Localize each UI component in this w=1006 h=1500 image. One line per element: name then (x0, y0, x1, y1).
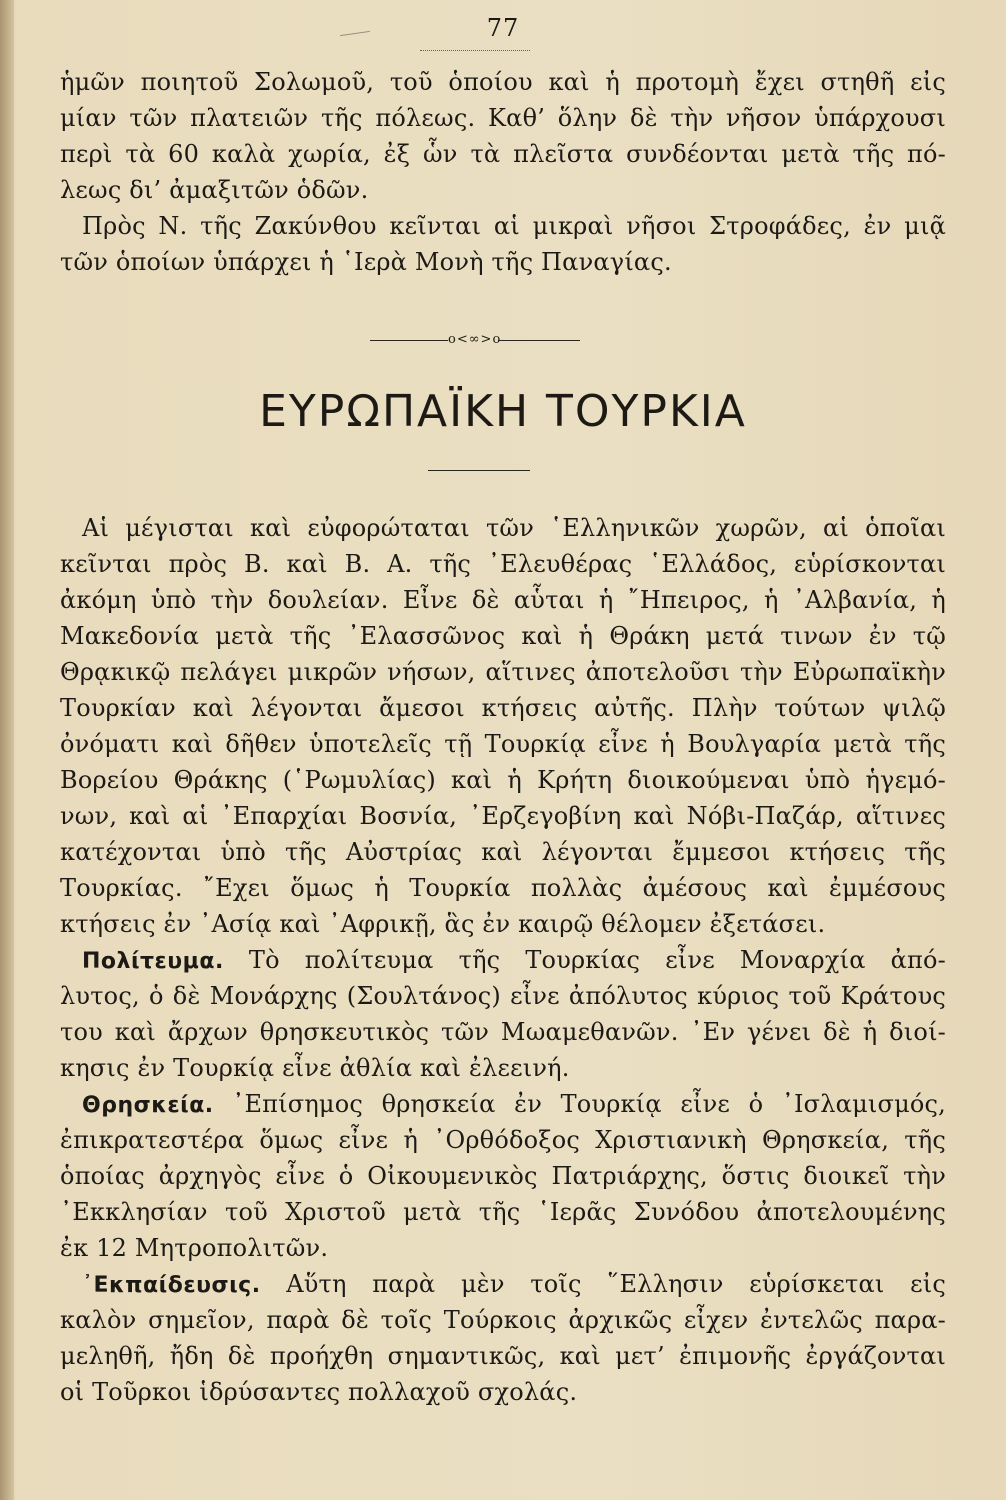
text-line: καλὸν σημεῖον, παρὰ δὲ τοῖς Τούρκοις ἀρχικῶς εἶχεν ἐντελῶς παρα- (60, 1306, 946, 1334)
text-line: του καὶ ἄρχων θρησκευτικὸς τῶν Μωαμεθανῶν. ᾿Εν γένει δὲ ἡ διοί- (60, 1018, 946, 1046)
politeuma-text: Τὸ πολίτευμα τῆς Τουρκίας εἶνε Μοναρχία ἀπό- (248, 946, 946, 974)
book-binding-edge (0, 0, 14, 1500)
text-line: τῶν ὁποίων ὑπάρχει ἡ ῾Ιερὰ Μονὴ τῆς Παναγίας. (60, 248, 672, 276)
text-line: Βορείου Θράκης (῾Ρωμυλίας) καὶ ἡ Κρήτη διοικούμεναι ὑπὸ ἡγεμό- (60, 766, 946, 794)
text-line: Τουρκίας. ῎Εχει ὅμως ἡ Τουρκία πολλὰς ἀμέσους καὶ ἐμμέσους (60, 874, 946, 902)
ornament-line-left (370, 340, 448, 341)
text-line: Αἱ μέγισται καὶ εὐφορώταται τῶν ῾Ελληνικῶν χωρῶν, αἱ ὁποῖαι (82, 514, 946, 542)
chapter-body (60, 510, 946, 1410)
text-line: ἡμῶν ποιητοῦ Σολωμοῦ, τοῦ ὁποίου καὶ ἡ προτομὴ ἔχει στηθῆ εἰς (60, 68, 946, 96)
text-line: λεως δι’ ἀμαξιτῶν ὁδῶν. (60, 176, 369, 204)
text-line: ᾿Εκκλησίαν τοῦ Χριστοῦ μετὰ τῆς ῾Ιερᾶς Συνόδου ἀποτελουμένης (60, 1198, 946, 1226)
text-line: κεῖνται πρὸς Β. καὶ Β. Α. τῆς ᾿Ελευθέρας ῾Ελλάδος, εὑρίσκονται (60, 550, 946, 578)
text-line: μεληθῆ, ἤδη δὲ προήχθη σημαντικῶς, καὶ μετ’ ἐπιμονῆς ἐργάζονται (60, 1342, 946, 1370)
page-number: 77 (486, 14, 520, 42)
text-line: οἱ Τοῦρκοι ἱδρύσαντες πολλαχοῦ σχολάς. (60, 1378, 578, 1406)
text-line: ἐπικρατεστέρα ὅμως εἶνε ἡ ᾿Ορθόδοξος Χριστιανικὴ Θρησκεία, τῆς (60, 1126, 946, 1154)
text-line: Τουρκίαν καὶ λέγονται ἄμεσοι κτήσεις αὐτῆς. Πλὴν τούτων ψιλῷ (60, 694, 946, 722)
text-line: Θρᾳκικῷ πελάγει μικρῶν νήσων, αἵτινες ἀποτελοῦσι τὴν Εὐρωπαϊκὴν (60, 658, 946, 686)
text-line: Πρὸς Ν. τῆς Ζακύνθου κεῖνται αἱ μικραὶ νῆσοι Στροφάδες, ἐν μιᾷ (82, 212, 946, 240)
thriskeia-heading: Θρησκεία. (82, 1093, 214, 1118)
text-line: ἐκ 12 Μητροπολιτῶν. (60, 1234, 329, 1262)
heading-rule (428, 470, 530, 471)
intro-paragraph (60, 64, 946, 280)
text-line: κτήσεις ἐν ᾿Ασίᾳ καὶ ᾿Αφρικῇ, ἃς ἐν καιρῷ θέλομεν ἐξετάσει. (60, 910, 826, 938)
ornament-glyph: o<∞>o (448, 332, 502, 347)
text-line: κησις ἐν Τουρκίᾳ εἶνε ἀθλία καὶ ἐλεεινή. (60, 1054, 570, 1082)
ornament-line-right (498, 340, 580, 341)
chapter-heading: ΕΥΡΩΠΑΪΚΗ ΤΟΥΡΚΙΑ (259, 386, 747, 437)
text-line: Μακεδονία μετὰ τῆς ᾿Ελασσῶνος καὶ ἡ Θράκη μετά τινων ἐν τῷ (60, 622, 946, 650)
politeuma-heading: Πολίτευμα. (82, 949, 224, 974)
politeuma-line (60, 942, 946, 978)
text-line: μίαν τῶν πλατειῶν τῆς πόλεως. Καθ’ ὅλην δὲ τὴν νῆσον ὑπάρχουσι (60, 104, 946, 132)
ekpaideusis-heading: ᾿Εκπαίδευσις. (82, 1273, 261, 1298)
text-line: ὁποίας ἀρχηγὸς εἶνε ὁ Οἰκουμενικὸς Πατριάρχης, ὅστις διοικεῖ τὴν (60, 1162, 946, 1190)
text-line: λυτος, ὁ δὲ Μονάρχης (Σουλτάνος) εἶνε ἀπόλυτος κύριος τοῦ Κράτους (60, 982, 946, 1010)
text-line: νων, καὶ αἱ ᾿Επαρχίαι Βοσνία, ᾿Ερζεγοβίνη καὶ Νόβι-Παζάρ, αἵτινες (60, 802, 946, 830)
text-line: ἀκόμη ὑπὸ τὴν δουλείαν. Εἶνε δὲ αὗται ἡ ῎Ηπειρος, ἡ ᾿Αλβανία, ἡ (60, 586, 946, 614)
text-line: περὶ τὰ 60 καλὰ χωρία, ἐξ ὧν τὰ πλεῖστα συνδέονται μετὰ τῆς πό- (60, 140, 946, 168)
thriskeia-text: ᾿Επίσημος θρησκεία ἐν Τουρκίᾳ εἶνε ὁ ᾿Ισλαμισμός, (232, 1090, 946, 1118)
text-line: ὀνόματι καὶ δῆθεν ὑποτελεῖς τῇ Τουρκίᾳ εἶνε ἡ Βουλγαρία μετὰ τῆς (60, 730, 946, 758)
ekpaideusis-text: Αὕτη παρὰ μὲν τοῖς ῞Ελλησιν εὑρίσκεται εἰς (286, 1270, 946, 1298)
text-line: κατέχονται ὑπὸ τῆς Αὐστρίας καὶ λέγονται ἔμμεσοι κτήσεις τῆς (60, 838, 946, 866)
page-number-rule (420, 50, 530, 51)
ekpaideusis-line (60, 1266, 946, 1302)
section-ornament (370, 330, 580, 350)
thriskeia-line (60, 1086, 946, 1122)
